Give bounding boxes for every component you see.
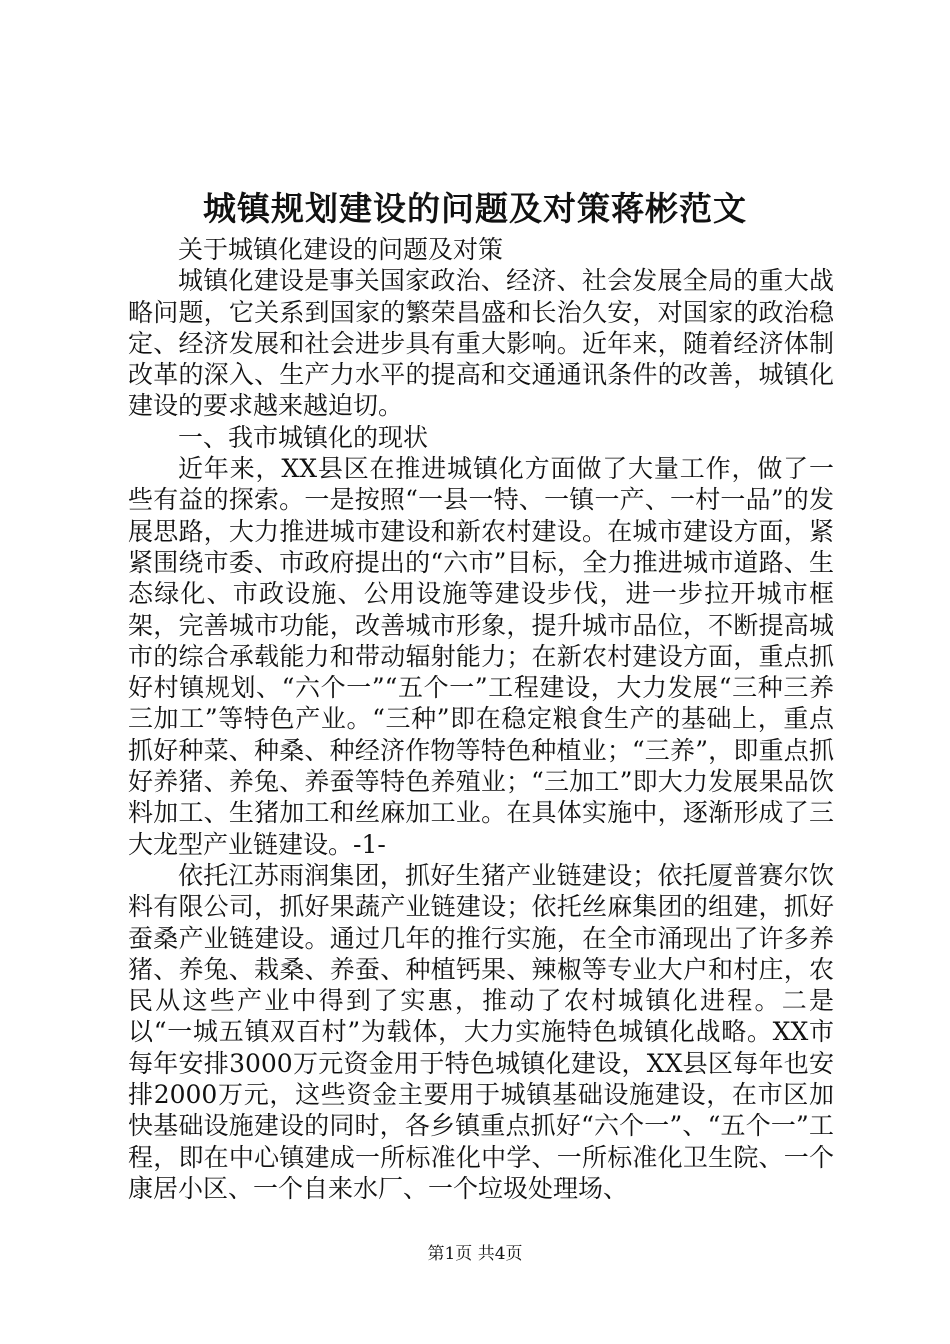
section-heading: 一、我市城镇化的现状	[178, 422, 429, 452]
paragraph-body: 近年来，XX县区在推进城镇化方面做了大量工作，做了一些有益的探索。一是按照“一县一特、一镇一产、一村一品”的发展思路，大力推进城市建设和新农村建设。在城市建设方面，紧紧围绕市委、市政府提出的“六市”目标，全力推进城市道路、生态绿化、市政设施、公用设施等建设步伐，进一步拉开城市框架，完善城市功能，改善城市形象，提升城市品位，不断提高城市的综合承载能力和带动辐射能力；在新农村建设方面，重点抓好村镇规划、“六个一”“五个一”工程建设，大力发展“三种三养三加工”等特色产业。“三种”即在稳定粮食生产的基础上，重点抓好种菜、种桑、种经济作物等特色种植业；“三养”，即重点抓好养猪、养兔、养蚕等特色养殖业；“三加工”即大力发展果品饮料加工、生猪加工和丝麻加工业。在具体实施中，逐渐形成了三大龙型产业链建设。-1-	[128, 454, 834, 859]
page-footer: 第1页 共4页	[427, 1244, 523, 1264]
paragraph-body: 依托江苏雨润集团，抓好生猪产业链建设；依托厦普赛尔饮料有限公司，抓好果蔬产业链建设；依托丝麻集团的组建，抓好蚕桑产业链建设。通过几年的推行实施，在全市涌现出了许多养猪、养兔、栽桑、养蚕、种植钙果、辣椒等专业大户和村庄，农民从这些产业中得到了实惠，推动了农村城镇化进程。二是以“一城五镇双百村”为载体，大力实施特色城镇化战略。XX市每年安排3000万元资金用于特色城镇化建设，XX县区每年也安排2000万元，这些资金主要用于城镇基础设施建设，在市区加快基础设施建设的同时，各乡镇重点抓好“六个一”、“五个一”工程，即在中心镇建成一所标准化中学、一所标准化卫生院、一个康居小区、一个自来水厂、一个垃圾处理场、	[128, 860, 834, 1203]
paragraph-subtitle: 关于城镇化建设的问题及对策	[178, 235, 504, 264]
document-title: 城镇规划建设的问题及对策蒋彬范文	[203, 189, 747, 228]
paragraph-intro: 城镇化建设是事关国家政治、经济、社会发展全局的重大战略问题，它关系到国家的繁荣昌盛和长治久安，对国家的政治稳定、经济发展和社会进步具有重大影响。近年来，随着经济体制改革的深入、生产力水平的提高和交通通讯条件的改善，城镇化建设的要求越来越迫切。	[128, 266, 834, 421]
document-body	[128, 234, 834, 1204]
